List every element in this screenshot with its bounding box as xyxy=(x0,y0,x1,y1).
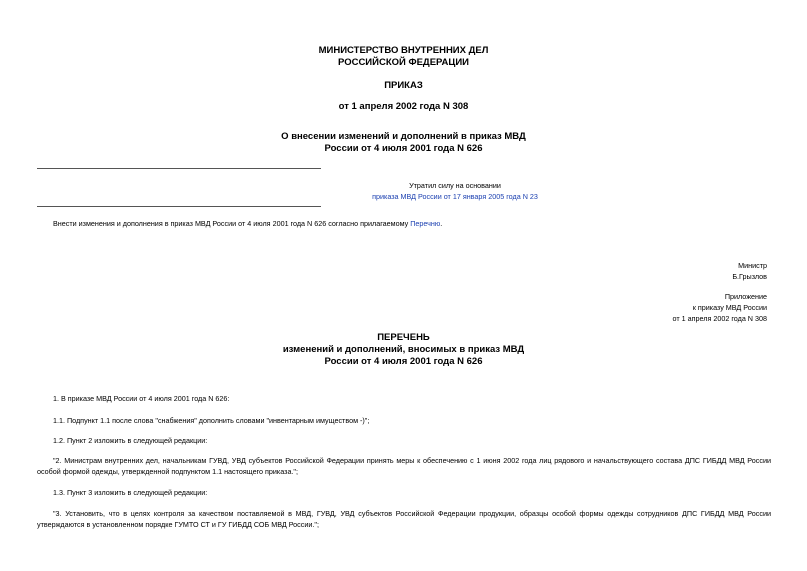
appendix-block xyxy=(672,291,767,324)
paragraph-1-1: 1.1. Подпункт 1.1 после слова "снабжения" дополнить словами "инвентарным имуществом -)"; xyxy=(53,416,370,425)
status-note-link[interactable]: приказа МВД России от 17 января 2005 года N 23 xyxy=(372,192,538,201)
paragraph-1: 1. В приказе МВД России от 4 июля 2001 года N 626: xyxy=(53,394,230,403)
separator-top xyxy=(37,168,321,169)
list-link[interactable]: Перечню xyxy=(410,219,441,228)
paragraph-1-2: 1.2. Пункт 2 изложить в следующей редакции: xyxy=(53,436,208,445)
document-type: ПРИКАЗ xyxy=(384,80,423,91)
signature-position: Министр xyxy=(738,261,767,270)
status-note-text: Утратил силу на основании xyxy=(409,181,501,190)
status-note xyxy=(250,180,660,202)
intro-text: Внести изменения и дополнения в приказ МВД России от 4 июля 2001 года N 626 согласно прилагаемому xyxy=(53,219,411,228)
intro-tail: . xyxy=(440,219,443,228)
list-title-line1: ПЕРЕЧЕНЬ xyxy=(377,332,430,343)
appendix-line3: от 1 апреля 2002 года N 308 xyxy=(672,314,767,323)
list-title-line3: России от 4 июля 2001 года N 626 xyxy=(324,356,483,367)
paragraph-1-3: 1.3. Пункт 3 изложить в следующей редакции: xyxy=(53,488,208,497)
signature-name: Б.Грызлов xyxy=(732,272,767,281)
ministry-title-line2: РОССИЙСКОЙ ФЕДЕРАЦИИ xyxy=(337,57,469,68)
separator-bottom xyxy=(37,206,321,207)
list-title-line2: изменений и дополнений, вносимых в приказ МВД xyxy=(282,344,525,355)
signature-block xyxy=(732,260,767,282)
intro-paragraph xyxy=(53,219,442,230)
appendix-line1: Приложение xyxy=(724,292,767,301)
ministry-title-line1: МИНИСТЕРСТВО ВНУТРЕННИХ ДЕЛ xyxy=(318,45,489,56)
paragraph-3-text: "3. Установить, что в целях контроля за качеством поставляемой в МВД, ГУВД, УВД субъектов Российской Федерации продукции, образцы особой формы одежды сотрудников ДПС ГИБДД МВД России утверждаются в установленном порядке ГУМТО СТ и ГУ ГИБДД СОБ МВД России."; xyxy=(37,509,771,529)
document-date-number: от 1 апреля 2002 года N 308 xyxy=(338,101,469,112)
document-subject-line1: О внесении изменений и дополнений в приказ МВД xyxy=(281,131,526,142)
document-subject-line2: России от 4 июля 2001 года N 626 xyxy=(324,143,483,154)
appendix-line2: к приказу МВД России xyxy=(692,303,767,312)
paragraph-2-text: "2. Министрам внутренних дел, начальникам ГУВД, УВД субъектов Российской Федерации принять меры к обеспечению с 1 июня 2002 года лиц рядового и начальствующего состава ДПС ГИБДД МВД России особой формой одежды, утвержденной подпунктом 1.1 настоящего приказа."; xyxy=(37,456,771,476)
